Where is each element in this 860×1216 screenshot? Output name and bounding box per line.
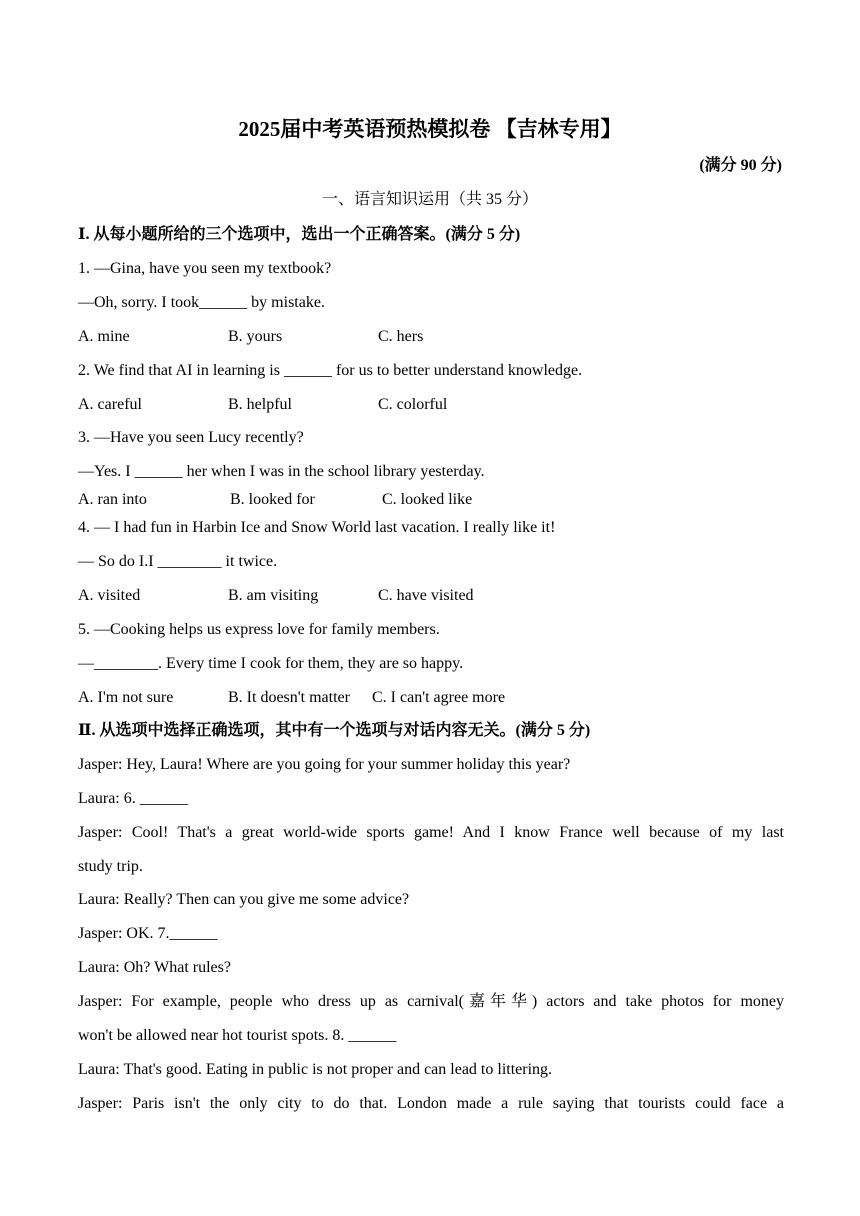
option-c: C. I can't agree more [372, 689, 506, 706]
question-line: — So do I.I ________ it twice. [78, 553, 278, 570]
question-line: —Yes. I ______ her when I was in the school library yesterday. [78, 463, 485, 480]
dialogue-line: Jasper: Cool! That's a great world-wide sports game! And I know France well because of my last [78, 824, 784, 841]
option-b: B. helpful [228, 396, 292, 413]
option-c: C. hers [378, 328, 424, 345]
options-row [78, 490, 472, 510]
options-row [78, 327, 423, 347]
question-line: 1. —Gina, have you seen my textbook? [78, 260, 332, 277]
part2-heading: Ⅱ. 从选项中选择正确选项，其中有一个选项与对话内容无关。(满分 5 分) [78, 722, 591, 739]
dialogue-line: Laura: Oh? What rules? [78, 959, 231, 976]
dialogue-line: Jasper: Hey, Laura! Where are you going for your summer holiday this year? [78, 756, 571, 773]
option-c: C. colorful [378, 396, 448, 413]
option-a: A. careful [78, 396, 142, 413]
question-line: 3. —Have you seen Lucy recently? [78, 429, 304, 446]
option-b: B. am visiting [228, 587, 319, 604]
option-b: B. It doesn't matter [228, 689, 350, 706]
option-a: A. I'm not sure [78, 689, 174, 706]
question-line: 2. We find that AI in learning is ______ for us to better understand knowledge. [78, 362, 583, 379]
exam-title: 2025届中考英语预热模拟卷 【吉林专用】 [238, 117, 622, 141]
options-row [78, 395, 447, 415]
dialogue-line: Jasper: OK. 7.______ [78, 925, 218, 942]
option-c: C. looked like [382, 491, 473, 508]
options-row [78, 586, 474, 606]
question-line: —Oh, sorry. I took______ by mistake. [78, 294, 325, 311]
dialogue-line: study trip. [78, 858, 143, 875]
option-c: C. have visited [378, 587, 474, 604]
option-a: A. visited [78, 587, 141, 604]
dialogue-line: Laura: That's good. Eating in public is not proper and can lead to littering. [78, 1061, 553, 1078]
option-a: A. mine [78, 328, 130, 345]
option-a: A. ran into [78, 491, 147, 508]
dialogue-line: Laura: Really? Then can you give me some advice? [78, 891, 410, 908]
question-line: 4. — I had fun in Harbin Ice and Snow World last vacation. I really like it! [78, 519, 556, 536]
dialogue-line: Laura: 6. ______ [78, 790, 188, 807]
option-b: B. looked for [230, 491, 315, 508]
question-line: —________. Every time I cook for them, they are so happy. [78, 655, 464, 672]
option-b: B. yours [228, 328, 283, 345]
part1-heading: Ⅰ. 从每小题所给的三个选项中，选出一个正确答案。(满分 5 分) [78, 226, 521, 243]
options-row [78, 688, 505, 708]
dialogue-line: Jasper: Paris isn't the only city to do that. London made a rule saying that tourists could face a [78, 1095, 784, 1112]
question-line: 5. —Cooking helps us express love for family members. [78, 621, 440, 638]
dialogue-line: Jasper: For example, people who dress up as carnival(嘉年华) actors and take photos for money [78, 993, 784, 1010]
section-title: 一、语言知识运用（共 35 分） [321, 191, 538, 208]
dialogue-line: won't be allowed near hot tourist spots. 8. ______ [78, 1027, 397, 1044]
full-score: (满分 90 分) [699, 157, 782, 174]
